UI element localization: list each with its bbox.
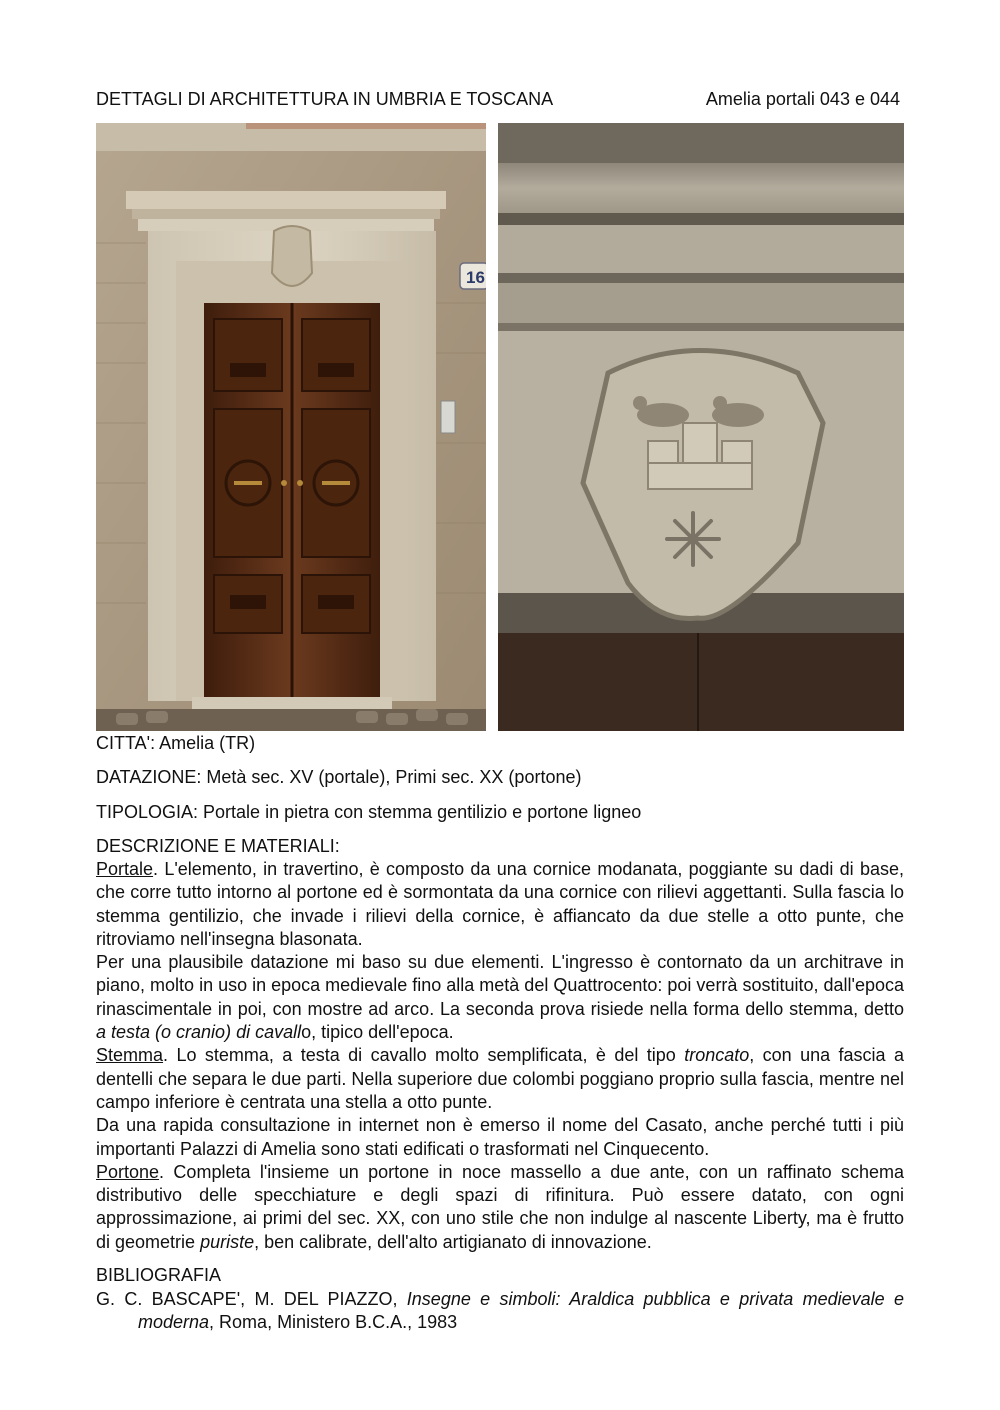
portal-label: Portale — [96, 859, 154, 879]
dating-label: DATAZIONE — [96, 767, 197, 787]
description-body — [96, 858, 904, 1254]
typology-value: : Portale in pietra con stemma gentilizio e portone ligneo — [193, 802, 642, 822]
dating-paragraph — [96, 951, 904, 1044]
crest-illustration — [498, 123, 904, 731]
city-value: : Amelia (TR) — [150, 733, 256, 753]
portal-photo — [96, 123, 486, 731]
portal-paragraph — [96, 858, 904, 951]
city-label: CITTA' — [96, 733, 151, 753]
crest-text-italic: troncato — [684, 1045, 750, 1066]
typology-label: TIPOLOGIA — [96, 802, 194, 822]
dating-text-b: o, tipico dell'epoca. — [301, 1022, 454, 1043]
intercom-icon — [441, 401, 455, 433]
dating-field — [96, 767, 581, 788]
bibliography-heading: BIBLIOGRAFIA — [96, 1265, 222, 1285]
door-text-b: , ben calibrate, dell'alto artigianato di innovazione. — [254, 1231, 652, 1252]
city-field — [96, 733, 255, 754]
bibliography-entry — [96, 1288, 904, 1335]
crest-text-a: . Lo stemma, a testa di cavallo molto semplificata, è del tipo — [163, 1045, 685, 1066]
crest-paragraph — [96, 1044, 904, 1114]
portal-illustration — [96, 123, 486, 731]
typology-field — [96, 802, 641, 823]
door-text-a: . Completa l'insieme un portone in noce massello a due ante, con un raffinato schema distributivo delle specchiature e degli spazi di rifinitura. Può essere datato, con ogni approssimazione, ai primi del sec. XX, con uno stile che non indulge al nascente Liberty, ma è frutto di geometrie — [96, 1161, 904, 1252]
dating-value: : Metà sec. XV (portale), Primi sec. XX (portone) — [196, 767, 582, 787]
star-icon — [667, 513, 719, 565]
house-number: 16 — [466, 268, 485, 287]
document-title: DETTAGLI DI ARCHITETTURA IN UMBRIA E TOSCANA — [96, 89, 554, 109]
page-header — [96, 89, 904, 113]
portal-text: . L'elemento, in travertino, è composto da una cornice modanata, poggiante su dadi di base, che corre tutto intorno al portone ed è sormontata da una cornice con rilievi aggettanti. Sulla fascia lo stemma gentilizio, che invade i rilievi della cornice, è affiancato da due stelle a otto punte, che ritroviamo nell'insegna blasonata. — [96, 859, 904, 949]
dating-text-italic: a testa (o cranio) di cavall — [96, 1022, 302, 1043]
bib-authors: G. C. BASCAPE', M. DEL PIAZZO, — [96, 1289, 407, 1309]
crest-photo — [498, 123, 904, 731]
bib-publisher: , Roma, Ministero B.C.A., 1983 — [209, 1312, 458, 1333]
document-reference: Amelia portali 043 e 044 — [705, 89, 900, 109]
crest-text-b: , con una fascia a dentelli che separa le due parti. Nella superiore due colombi poggiano proprio sulla fascia, mentre nel campo inferiore è centrata una stella a otto punte. — [96, 1045, 904, 1112]
bib-book-title: Insegne e simboli: Araldica pubblica e privata medievale e moderna — [138, 1289, 904, 1333]
family-paragraph: Da una rapida consultazione in internet non è emerso il nome del Casato, anche perché tutti i più importanti Palazzi di Amelia sono stati edificati o trasformati nel Cinquecento. — [96, 1115, 904, 1159]
door-paragraph — [96, 1161, 904, 1254]
description-heading: DESCRIZIONE E MATERIALI: — [96, 836, 340, 856]
crest-label: Stemma — [96, 1045, 164, 1066]
door-text-italic: puriste — [200, 1231, 255, 1252]
door-label: Portone — [96, 1161, 160, 1182]
dating-text-a: Per una plausibile datazione mi baso su due elementi. L'ingresso è contornato da un architrave in piano, molto in uso in epoca medievale fino alla metà del Quattrocento: poi verrà sostituito, dall'epoca rinascimentale in poi, con mostre ad arco. La seconda prova risiede nella forma dello stemma, detto — [96, 952, 904, 1019]
